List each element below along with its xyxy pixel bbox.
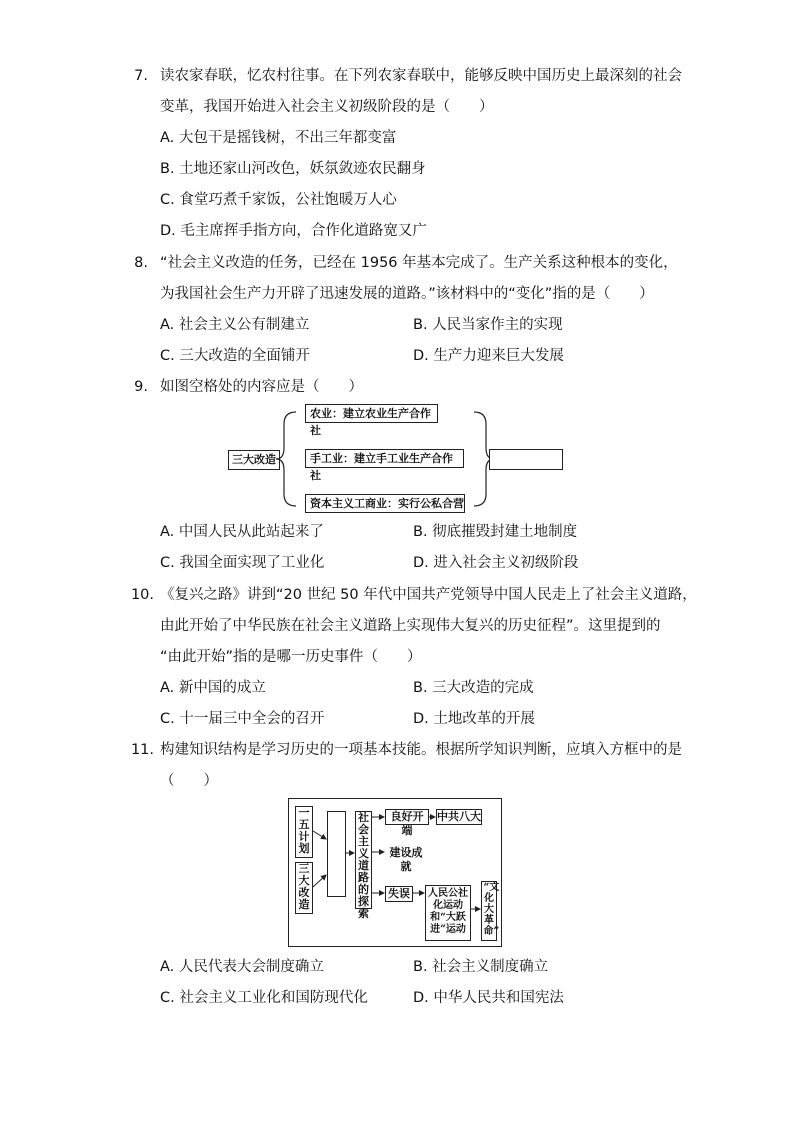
question-number-11: 11. bbox=[130, 742, 154, 758]
question-7-stem-line1: 读农家春联，忆农村往事。在下列农家春联中，能够反映中国历史上最深刻的社会 bbox=[160, 68, 682, 84]
q11-diagram bbox=[288, 798, 502, 947]
q9-three-reforms-box: 三大改造 bbox=[228, 450, 280, 470]
q11-good-start-box: 良好开端 bbox=[385, 809, 429, 825]
q11-cultural-revolution-box: “文化大革命” bbox=[481, 881, 497, 941]
q10-option-c[interactable]: C. 十一届三中全会的召开 bbox=[160, 711, 325, 727]
q9-diagram bbox=[228, 400, 564, 515]
question-11-stem-line2: （ ） bbox=[160, 773, 218, 789]
q11-arrows bbox=[289, 799, 503, 948]
q11-commune-box: 人民公社化运动和“大跃进”运动 bbox=[425, 885, 471, 941]
q9-option-d[interactable]: D. 进入社会主义初级阶段 bbox=[413, 555, 579, 571]
q10-option-b[interactable]: B. 三大改造的完成 bbox=[413, 680, 534, 696]
question-8-stem-line1: “社会主义改造的任务，已经在 1956 年基本完成了。生产关系这种根本的变化， bbox=[160, 255, 678, 271]
q10-option-d[interactable]: D. 土地改革的开展 bbox=[413, 711, 535, 727]
q11-option-c[interactable]: C. 社会主义工业化和国防现代化 bbox=[160, 990, 368, 1006]
q7-option-c[interactable]: C. 食堂巧煮千家饭，公社饱暖万人心 bbox=[160, 192, 397, 208]
question-number-10: 10. bbox=[130, 587, 154, 603]
q11-three-reforms-box: 三大改造 bbox=[295, 862, 313, 914]
q9-blank-box[interactable] bbox=[489, 449, 563, 470]
q7-option-a[interactable]: A. 大包干是摇钱树，不出三年都变富 bbox=[160, 130, 397, 146]
q8-option-b[interactable]: B. 人民当家作主的实现 bbox=[413, 317, 563, 333]
question-number-8: 8. bbox=[134, 255, 148, 271]
question-8-stem-line2: 为我国社会生产力开辟了迅速发展的道路。”该材料中的“变化”指的是（ ） bbox=[160, 286, 654, 302]
q11-option-d[interactable]: D. 中华人民共和国宪法 bbox=[413, 990, 564, 1006]
q11-eighth-congress-box: 中共八大 bbox=[437, 810, 481, 823]
question-number-9: 9. bbox=[134, 379, 148, 395]
q9-agriculture-box: 农业：建立农业生产合作社 bbox=[305, 404, 438, 423]
q9-option-b[interactable]: B. 彻底摧毁封建土地制度 bbox=[413, 524, 578, 540]
q9-handicraft-box: 手工业：建立手工业生产合作社 bbox=[305, 449, 464, 468]
q9-option-a[interactable]: A. 中国人民从此站起来了 bbox=[160, 524, 324, 540]
q8-option-c[interactable]: C. 三大改造的全面铺开 bbox=[160, 348, 310, 364]
q9-commerce-box: 资本主义工商业：实行公私合营 bbox=[305, 494, 465, 513]
question-7-stem-line2: 变革，我国开始进入社会主义初级阶段的是（ ） bbox=[160, 99, 494, 115]
question-9-stem: 如图空格处的内容应是（ ） bbox=[160, 379, 363, 395]
q11-socialist-road-box: 社会主义道路的探索 bbox=[355, 811, 372, 909]
q11-option-a[interactable]: A. 人民代表大会制度确立 bbox=[160, 959, 324, 975]
q9-option-c[interactable]: C. 我国全面实现了工业化 bbox=[160, 555, 325, 571]
question-10-stem-line2: 由此开始了中华民族在社会主义道路上实现伟大复兴的历史征程”。这里提到的 bbox=[160, 618, 661, 634]
q11-mistake-box: 失误 bbox=[385, 886, 413, 902]
q7-option-d[interactable]: D. 毛主席挥手指方向，合作化道路宽又广 bbox=[160, 223, 427, 239]
q7-option-b[interactable]: B. 土地还家山河改色，妖氛敛迹农民翻身 bbox=[160, 161, 426, 177]
q8-option-a[interactable]: A. 社会主义公有制建立 bbox=[160, 317, 310, 333]
question-number-7: 7. bbox=[134, 68, 148, 84]
question-10-stem-line1: 《复兴之路》讲到“20 世纪 50 年代中国共产党领导中国人民走上了社会主义道路， bbox=[160, 587, 697, 603]
q10-option-a[interactable]: A. 新中国的成立 bbox=[160, 680, 266, 696]
q8-option-d[interactable]: D. 生产力迎来巨大发展 bbox=[413, 348, 564, 364]
q11-option-b[interactable]: B. 社会主义制度确立 bbox=[413, 959, 549, 975]
question-10-stem-line3: “由此开始”指的是哪一历史事件（ ） bbox=[160, 649, 422, 665]
q11-achievements-label: 建设成就 bbox=[385, 845, 427, 861]
question-11-stem-line1: 构建知识结构是学习历史的一项基本技能。根据所学知识判断，应填入方框中的是 bbox=[160, 742, 682, 758]
q11-five-year-plan-box: 一五计划 bbox=[295, 806, 313, 858]
